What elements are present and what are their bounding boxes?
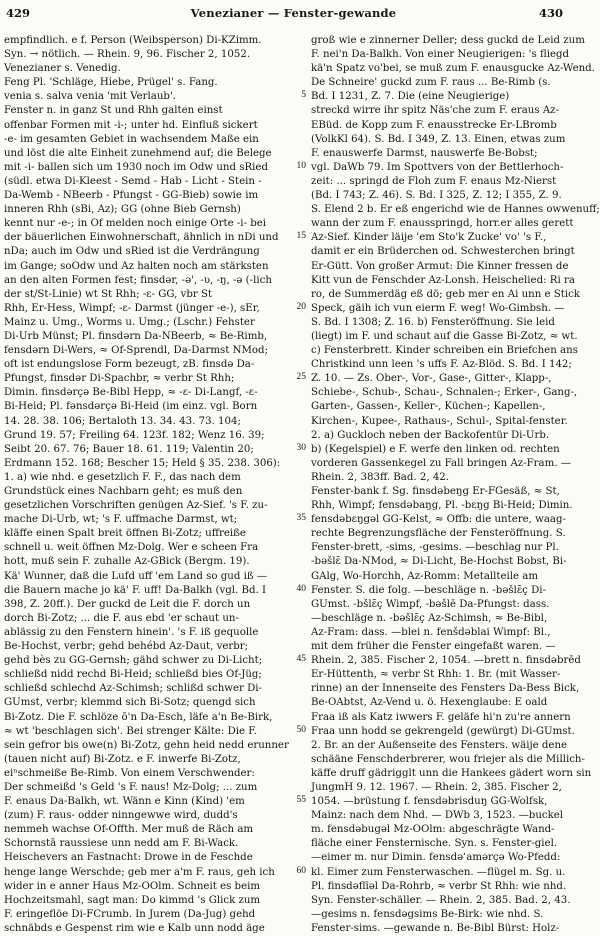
- text-line: Be-Hochst, verbr; gehd behébd Az-Daut, verbr;: [4, 641, 249, 653]
- text-line: hott, muß sein F. zuhalle Az-GBick (Bergm. 19).: [4, 556, 250, 568]
- text-line: Fenster-bank f. Sg. finsdəbeŋg Er-FGesäß, ≈ St,: [311, 486, 560, 497]
- line-number: 55: [296, 795, 306, 806]
- text-line: F. enaus Da-Balkh, wt. Wänn e Kinn (Kind) 'em: [4, 796, 245, 808]
- text-line: rinne) an der Innenseite des Fensters Da-Bess Bick,: [311, 683, 580, 695]
- text-line: (zum) F. raus- odder ninngewwe wird, dudd's: [4, 810, 238, 822]
- text-line: Az-Sief. Kinder läije 'em Sto'k Zucke' vo' 's F.,: [311, 232, 547, 244]
- text-line: schließd schlechd Az-Schimsh; schlißd schwer Di-: [4, 683, 263, 695]
- text-line: S. Elend 2 b. Er eß engerichd wie de Hannes owwenuff;: [311, 204, 600, 216]
- text-line: 2. Br. an der Außenseite des Fensters. wäije dene: [311, 739, 568, 751]
- text-line: Fraa iß als Katz iwwers F. geläfe hi'n zu're annern: [311, 711, 571, 723]
- text-line: F. nei'n Da-Balkh. Von einer Neugierigen: 's fliegd: [311, 49, 570, 61]
- text-line: Schiebe-, Schub-, Schau-, Schnalen-; Erker-, Gang-,: [311, 387, 578, 399]
- text-line: Di-Urb Münst; Pl. finsdərn Da-NBeerb, ≈ Be-Rimb,: [4, 330, 268, 342]
- text-line: Pfungst, finsdər Di-Spachbr, ≈ verbr St Rhh;: [4, 373, 235, 385]
- text-line: Fenster-sims. —gewande n. Be-Bibl Bürst: Holz-: [311, 922, 560, 934]
- text-line: Fenster. S. die folg. —beschläge n. -bəšlɛ̄ç Di-: [311, 584, 546, 596]
- text-line: (Bd. I 743; Z. 46). S. Bd. I 325, Z. 12; I 355, Z. 9.: [311, 190, 562, 202]
- text-line: an den alten Formen fest; finsdər, -ə', -ʋ, -ŋ, -ə (-lich: [4, 274, 272, 286]
- text-line: De Schneire' guckd zum F. raus ... Be-Rimb (s.: [311, 77, 551, 89]
- text-line: rechte Begrenzungsfläche der Fensteröffnung. S.: [311, 528, 566, 540]
- text-line: mit dem früher die Fenster eingefaßt waren. —: [311, 641, 556, 653]
- text-line: m. fensdəbugəl Mz-OOlm: abgeschrägte Wand-: [311, 824, 555, 836]
- running-header: [0, 6, 587, 24]
- text-line: Venezianer s. Venedig.: [4, 63, 121, 75]
- text-line: eiⁿschmeiße Be-Rimb. Von einem Verschwender:: [4, 767, 255, 779]
- text-line: EBüd. de Kopp zum F. enausstrecke Er-LBromb: [311, 119, 557, 131]
- text-line: mache Di-Urb, wt; 's F. uffmache Darmst, wt;: [4, 514, 238, 526]
- text-line: Er-Hüttenth, ≈ verbr St Rhh: 1. Br. (mit Wasser-: [311, 669, 561, 681]
- text-line: F. eringeflöe Di-FCrumb. In Jurem (Da-Jug) gehd: [4, 908, 256, 920]
- text-line: Rhh, Wimpf; fensdəbaŋg, Pl. -bɛŋg Bi-Heid; Dimin.: [311, 500, 573, 512]
- text-line: —gesims n. fensdəgsims Be-Birk: wie nhd. S.: [311, 908, 544, 920]
- text-line: Garten-, Gassen-, Keller-, Küchen-; Kapellen-,: [311, 401, 546, 413]
- text-line: Fenster n. in ganz St und Rhh galten einst: [4, 105, 223, 117]
- text-line: groß wie e zinnerner Deller; dess guckd de Leid zum: [311, 35, 585, 46]
- text-line: Kitt vun de Fenschder Az-Lonsh. Heischelied: Ri ra: [311, 274, 575, 286]
- right-column: [311, 34, 600, 934]
- text-line: 398, Z. 20ff.). Der guckd de Leit die F. dorch un: [4, 598, 251, 610]
- text-line: (südl. etwa Di-Kleest - Semd - Hab - Licht - Stein -: [4, 175, 262, 187]
- text-line: Mainz u. Umg., Worms u. Umg.; (Lschr.) Fehster: [4, 316, 255, 328]
- text-line: Rhein. 2, 385. Fischer 2, 1054. —brett n. finsdəbrēd: [311, 655, 581, 667]
- text-line: JungmH 9. 12. 1967. — Rhein. 2, 385. Fischer 2,: [311, 781, 562, 793]
- text-line: inneren Rhh (sBi, Az); GG (ohne Bieb Gernsh): [4, 204, 241, 216]
- text-line: fensdərn Di-Wers, ≈ Of-Sprendl, Da-Darmst NMod;: [4, 345, 269, 357]
- text-line: ablässig zu den Fenstern hinein'. 's F. iß gequolle: [4, 626, 259, 638]
- text-line: Syn. Fenster-schäller. — Rhein. 2, 385. Bad. 2, 43.: [311, 894, 571, 906]
- text-line: wider in e anner Haus Mz-OOlm. Schneit es beim: [4, 880, 261, 892]
- text-line: Speck, gäih ich vun eierm F. weg! Wo-Gimbsh. —: [311, 302, 565, 314]
- text-line: der bäuerlichen Einwohnerschaft, ähnlich in nDi und: [4, 232, 279, 244]
- text-line: Grundstück eines Nachbarn geht; es muß den: [4, 486, 243, 497]
- text-line: Syn. → nötlich. — Rhein. 9, 96. Fischer 2, 1052.: [4, 49, 251, 61]
- text-line: S. Bd. I 1308; Z. 16. b) Fensteröffnung. Sie leid: [311, 316, 555, 328]
- text-line: damit er ein Brüderchen od. Schwesterchen bringt: [311, 246, 575, 258]
- text-line: Rhein. 2, 383ff. Bad. 2, 42.: [311, 471, 450, 483]
- line-number: 10: [296, 160, 306, 171]
- text-line: Kirchen-, Kupee-, Rathaus-, Schul-, Spital-fenster.: [311, 415, 568, 427]
- text-line: ro, de Summerdäg eß dö; geb mer en Ai unn e Stick: [311, 288, 580, 300]
- text-line: Mainz: nach dem Nhd. — DWb 3, 1523. —buckel: [311, 810, 564, 822]
- line-number: 25: [296, 372, 306, 383]
- text-line: zeit: ... springd de Floh zum F. enaus Mz-Nierst: [311, 175, 557, 187]
- text-line: Be-OAbtst, Az-Vend u. ö. Hexenglaube: E oald: [311, 697, 548, 709]
- text-line: Heischevers an Fastnacht: Drowe in de Feschde: [4, 852, 253, 864]
- text-line: fensdəbɛŋgəl GG-Kelst, ≈ Offb: die untere, waag-: [311, 514, 566, 526]
- text-line: Bi-Heid; Pl. fənsdərçə Bi-Heid (im einz. vgl. Born: [4, 401, 258, 413]
- text-line: GUmst. -bšlɛ̄ç Wimpf, -bəšlē Da-Pfungst: dass.: [311, 598, 550, 610]
- text-line: sein gefror bis owe(n) Bi-Zotz, gehn heid nedd erunner: [4, 739, 289, 751]
- line-number-gutter: [280, 34, 308, 876]
- text-line: streckd wirre ihr spitz Näs'che zum F. eraus Az-: [311, 105, 559, 117]
- text-line: Schornstā raussiese unn nedd am F. Bi-Wack.: [4, 838, 239, 850]
- text-line: nDa; auch im Odw und sRied ist die Verdrängung: [4, 246, 260, 258]
- text-line: Dimin. finsdərçə Be-Bibl Hepp, ≈ -ɛ- Di-Langf, -ɛ-: [4, 387, 258, 399]
- text-line: im Gange; soOdw und Az halten noch am stärksten: [4, 260, 269, 272]
- text-line: Z. 10. — Zs. Ober-, Vor-, Gase-, Gitter-, Klapp-,: [311, 373, 552, 385]
- line-number: 5: [301, 90, 306, 101]
- text-line: gehd bès zu GG-Gernsh; gähd schwer zu Di-Licht;: [4, 655, 263, 667]
- text-line: fläche einer Fensternische. Syn. s. Fenster-giel.: [311, 838, 558, 850]
- text-line: GUmst, verbr; klemmd sich Bi-Sotz; quengd sich: [4, 697, 256, 709]
- text-line: (liegt) im F. und schaut auf die Gasse Bi-Zotz, ≈ wt.: [311, 330, 578, 342]
- text-line: (tauen nicht auf) Bi-Zotz. e F. inwerfe Bi-Zotz,: [4, 753, 241, 765]
- line-number: 40: [296, 583, 306, 594]
- text-line: Fenster-brett, -sims, -gesims. —beschlag nur Pl.: [311, 542, 559, 554]
- text-line: —eimer m. nur Dimin. fensdəʾamərçə Wo-Pfedd:: [311, 852, 561, 864]
- text-line: wann der zum F. enausspringd, horr.er alles gerett: [311, 218, 574, 230]
- text-line: mit -i- ballen sich um 1930 noch im Odw und sRied: [4, 161, 268, 173]
- text-line: F. enauswerfe Darmst, nauswerfe Be-Bobst;: [311, 147, 538, 159]
- text-line: vgl. DaWb 79. Im Spottvers von der Bettlerhoch-: [311, 161, 564, 173]
- text-line: schnell u. weit öffnen Mz-Dolg. Wer e scheen Fra: [4, 542, 259, 554]
- text-line: 1054. —brüstung f. fensdəbrisduŋ GG-Wolfsk,: [311, 796, 548, 808]
- text-line: und löst die alte Einheit zunehmend auf; die Belege: [4, 147, 272, 159]
- line-number: 30: [296, 442, 306, 453]
- line-number: 50: [296, 724, 306, 735]
- text-line: ≈ wt 'beschlagen sich'. Bei strenger Kälte: Die F.: [4, 725, 257, 737]
- line-number: 45: [296, 654, 306, 665]
- text-line: oft ist endungslose Form bezeugt, zB. finsdə Da-: [4, 359, 255, 371]
- line-number: 60: [296, 865, 306, 876]
- text-line: Pl. finsdəflīəl Da-Rohrb, ≈ verbr St Rhh: wie nhd.: [311, 880, 567, 892]
- text-line: b) (Kegelspiel) e F. werfe den linken od. rechten: [311, 443, 560, 455]
- text-line: c) Fensterbrett. Kinder schreiben ein Briefchen ans: [311, 345, 578, 357]
- text-line: dorch Bi-Zotz; ... die F. aus ebd 'er schaut un-: [4, 612, 239, 624]
- text-line: Seibt 20. 67. 76; Bauer 18. 61. 119; Valentin 20;: [4, 443, 254, 455]
- text-line: empfindlich. e f. Person (Weibsperson) Di-KZimm.: [4, 35, 262, 46]
- text-line: Az-Fram: dass. —blei n. fenšdəblai Wimpf: Bl.,: [311, 626, 551, 638]
- text-line: -bəšlɛ̄ Da-NMod, ≈ Di-Licht, Be-Hochst Bobst, Bi-: [311, 556, 567, 568]
- text-line: schääne Fenschderbrerer, wou friejer als die Millich-: [311, 753, 585, 765]
- text-line: -e- im gesamten Gebiet in wachsendem Maße ein: [4, 133, 259, 145]
- line-number: 20: [296, 301, 306, 312]
- text-line: venia s. salva venia 'mit Verlaub'.: [4, 91, 176, 103]
- text-line: Erdmann 152. 168; Bescher 15; Held § 35. 238. 306):: [4, 457, 281, 469]
- text-line: kl. Eimer zum Fensterwaschen. —flügel m. Sg. u.: [311, 866, 566, 878]
- text-line: Bd. I 1231, Z. 7. Die (eine Neugierige): [311, 91, 510, 103]
- text-line: offenbar Formen mit -i-; unter hd. Einfluß sickert: [4, 119, 258, 131]
- text-line: kä'n Spatz vo'bei, se muß zum F. enausgucke Az-Wend.: [311, 63, 595, 75]
- text-line: 14. 28. 38. 106; Bertaloth 13. 34. 43. 73. 104;: [4, 415, 241, 427]
- text-line: nemmeh wachse Of-Offth. Mer muß de Räch am: [4, 824, 254, 836]
- text-line: Fraa unn hodd se gekrengeld (gewürgt) Di-GUmst.: [311, 725, 575, 737]
- text-line: gesetzlichen Vorschriften genügen Az-Sief. 's F. zu-: [4, 500, 268, 512]
- text-line: käffe druff gädrigglt unn die Hankees gädert worn sin: [311, 767, 592, 779]
- page-number-right: 430: [538, 6, 563, 20]
- text-line: —beschläge n. -bəšlɛ̄ç Az-Schimsh, ≈ Be-Bibl,: [311, 612, 548, 624]
- text-line: Christkind unn leen 's uffs F. Az-Blöd. S. Bd. I 142;: [311, 359, 572, 371]
- text-line: 2. a) Guckloch neben der Backofentür Di-Urb.: [311, 429, 550, 441]
- text-line: Bi-Zotz. Die F. schlöze ō'n Da-Esch, läfe a'n Be-Birk,: [4, 711, 273, 723]
- text-line: (VolkKl 64). S. Bd. I 349, Z. 13. Einen, etwas zum: [311, 133, 566, 145]
- text-line: 1. a) wie nhd. e gesetzlich F. F., das nach dem: [4, 471, 241, 483]
- text-line: Er-Gütt. Von großer Armut: Die Kinner fressen de: [311, 260, 569, 272]
- text-line: GAlg, Wo-Horchh, Az-Romm: Metallteile am: [311, 570, 539, 582]
- text-line: Der schmeißd 's Geld 's F. naus! Mz-Dolg; ... zum: [4, 781, 258, 793]
- text-line: Grund 19. 57; Freiling 64. 123f. 182; Wenz 16. 39;: [4, 429, 265, 441]
- text-line: kläffe einen Spalt breit öffnen Bi-Zotz; uffreiße: [4, 528, 246, 540]
- text-line: kennt nur -e-; in Of melden noch einige Orte -i- bei: [4, 218, 267, 230]
- text-line: Hochzeitsmahl, sagt man: Do kimmd 's Glick zum: [4, 894, 261, 906]
- text-line: vorderen Gassenkegel zu Fall bringen Az-Fram. —: [311, 457, 571, 469]
- running-title: Venezianer — Fenster-gewande: [190, 6, 397, 20]
- text-line: henge lange Werschde; geb mer a'm F. raus, geh ich: [4, 866, 275, 878]
- text-line: Rhh, Er-Hess, Wimpf; -ɛ- Darmst (jünger -e-), sEr,: [4, 302, 260, 314]
- page-number-left: 429: [6, 6, 31, 20]
- line-number: 35: [296, 513, 306, 524]
- text-line: Feng Pl. 'Schläge, Hiebe, Prügel' s. Fang.: [4, 77, 218, 89]
- text-line: der st/St-Linie) wt St Rhh; -ɛ- GG, vbr St: [4, 288, 213, 300]
- text-line: Da-Wemb - NBeerb - Pfungst - GG-Bieb) sowie im: [4, 190, 259, 202]
- text-line: schließd nidd rechd Bi-Heid; schließd bies Of-Jüg;: [4, 669, 262, 681]
- left-column: [4, 34, 289, 934]
- text-line: Kä' Wunner, daß die Lufd uff 'em Land so gud iß —: [4, 570, 268, 582]
- text-line: schnäbds e Gespenst rim wie e Kalb unn nodd äge: [4, 922, 265, 934]
- line-number: 15: [296, 231, 306, 242]
- text-line: die Bauern mache jo kä' F. uff! Da-Balkh (vgl. Bd. I: [4, 584, 267, 596]
